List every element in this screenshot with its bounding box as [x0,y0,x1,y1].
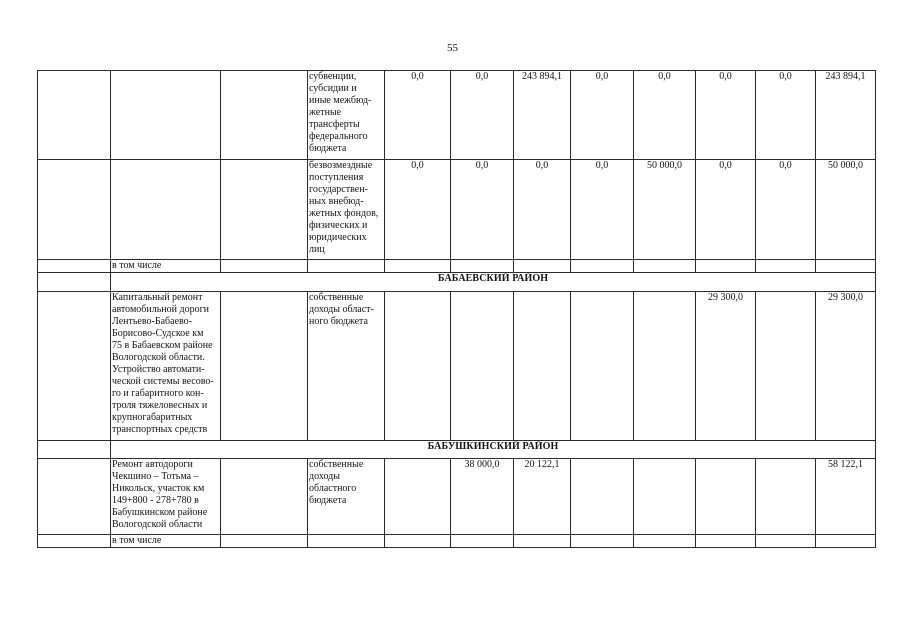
cell-value [756,459,816,535]
table-row-including [38,260,876,273]
cell-empty [38,273,111,292]
cell-value [634,292,696,441]
section-title-babushkino: БАБУШКИНСКИЙ РАЙОН [111,441,876,459]
cell-empty [385,260,451,273]
cell-empty [308,535,385,548]
cell-empty [514,535,571,548]
cell-empty [451,535,514,548]
cell-empty [38,292,111,441]
table-row-subsidies [38,71,876,160]
cell-value: 243 894,1 [514,71,571,160]
cell-empty [571,260,634,273]
cell-funding-source: субвенции, субсидии и иные межбюд- жетные трансферты федерального бюджета [308,71,385,160]
table-row-babaevo-item [38,292,876,441]
cell-value: 0,0 [451,71,514,160]
cell-object: Капитальный ремонт автомобильной дороги Лентьево-Бабаево- Борисово-Судское км 75 в Бабаевском районе Вологодской области. Устройство автомати- ческой системы весово- го и габаритного кон- троля тяжеловесных и крупногабаритных транспортных средств [111,292,221,441]
cell-value: 0,0 [385,160,451,260]
table-row-gratuitous [38,160,876,260]
cell-empty [221,160,308,260]
cell-empty [221,71,308,160]
cell-empty [514,260,571,273]
cell-value: 0,0 [696,160,756,260]
cell-empty [696,535,756,548]
cell-empty [634,535,696,548]
cell-empty [221,535,308,548]
budget-table [37,70,876,548]
cell-empty [451,260,514,273]
cell-empty [221,260,308,273]
cell-value: 0,0 [756,160,816,260]
cell-value [696,459,756,535]
table-row-including [38,535,876,548]
cell-empty [634,260,696,273]
cell-empty [385,535,451,548]
cell-empty [38,260,111,273]
cell-value: 0,0 [634,71,696,160]
cell-value: 38 000,0 [451,459,514,535]
cell-funding-source: собственные доходы областного бюджета [308,459,385,535]
table-section-row [38,273,876,292]
cell-value [634,459,696,535]
cell-value: 0,0 [696,71,756,160]
cell-empty [38,459,111,535]
cell-empty [38,441,111,459]
cell-value: 0,0 [385,71,451,160]
cell-object [111,71,221,160]
cell-empty [696,260,756,273]
cell-value [385,292,451,441]
cell-value: 0,0 [571,71,634,160]
cell-value [385,459,451,535]
table-row-babushkino-item [38,459,876,535]
cell-value [571,292,634,441]
cell-total: 58 122,1 [816,459,876,535]
cell-total: 50 000,0 [816,160,876,260]
cell-value [514,292,571,441]
cell-empty [38,160,111,260]
cell-value: 0,0 [756,71,816,160]
cell-empty [221,292,308,441]
cell-value: 0,0 [451,160,514,260]
cell-value: 50 000,0 [634,160,696,260]
cell-value [451,292,514,441]
cell-total: 243 894,1 [816,71,876,160]
cell-including-label: в том числе [111,535,221,548]
cell-object: Ремонт автодороги Чекшино – Тотьма – Никольск, участок км 149+800 - 278+780 в Бабушкинском районе Вологодской области [111,459,221,535]
cell-total: 29 300,0 [816,292,876,441]
cell-empty [308,260,385,273]
page-number: 55 [447,42,458,54]
cell-empty [38,71,111,160]
cell-value: 0,0 [571,160,634,260]
cell-empty [221,459,308,535]
cell-including-label: в том числе [111,260,221,273]
cell-value [756,292,816,441]
cell-value [571,459,634,535]
section-title-babaevo: БАБАЕВСКИЙ РАЙОН [111,273,876,292]
cell-empty [816,535,876,548]
cell-value: 20 122,1 [514,459,571,535]
cell-empty [571,535,634,548]
cell-empty [38,535,111,548]
cell-value: 29 300,0 [696,292,756,441]
cell-empty [756,260,816,273]
cell-empty [756,535,816,548]
cell-empty [816,260,876,273]
cell-funding-source: безвозмездные поступления государствен- ных внебюд- жетных фондов, физических и юридических лиц [308,160,385,260]
table-section-row [38,441,876,459]
cell-object [111,160,221,260]
cell-funding-source: собственные доходы област- ного бюджета [308,292,385,441]
cell-value: 0,0 [514,160,571,260]
